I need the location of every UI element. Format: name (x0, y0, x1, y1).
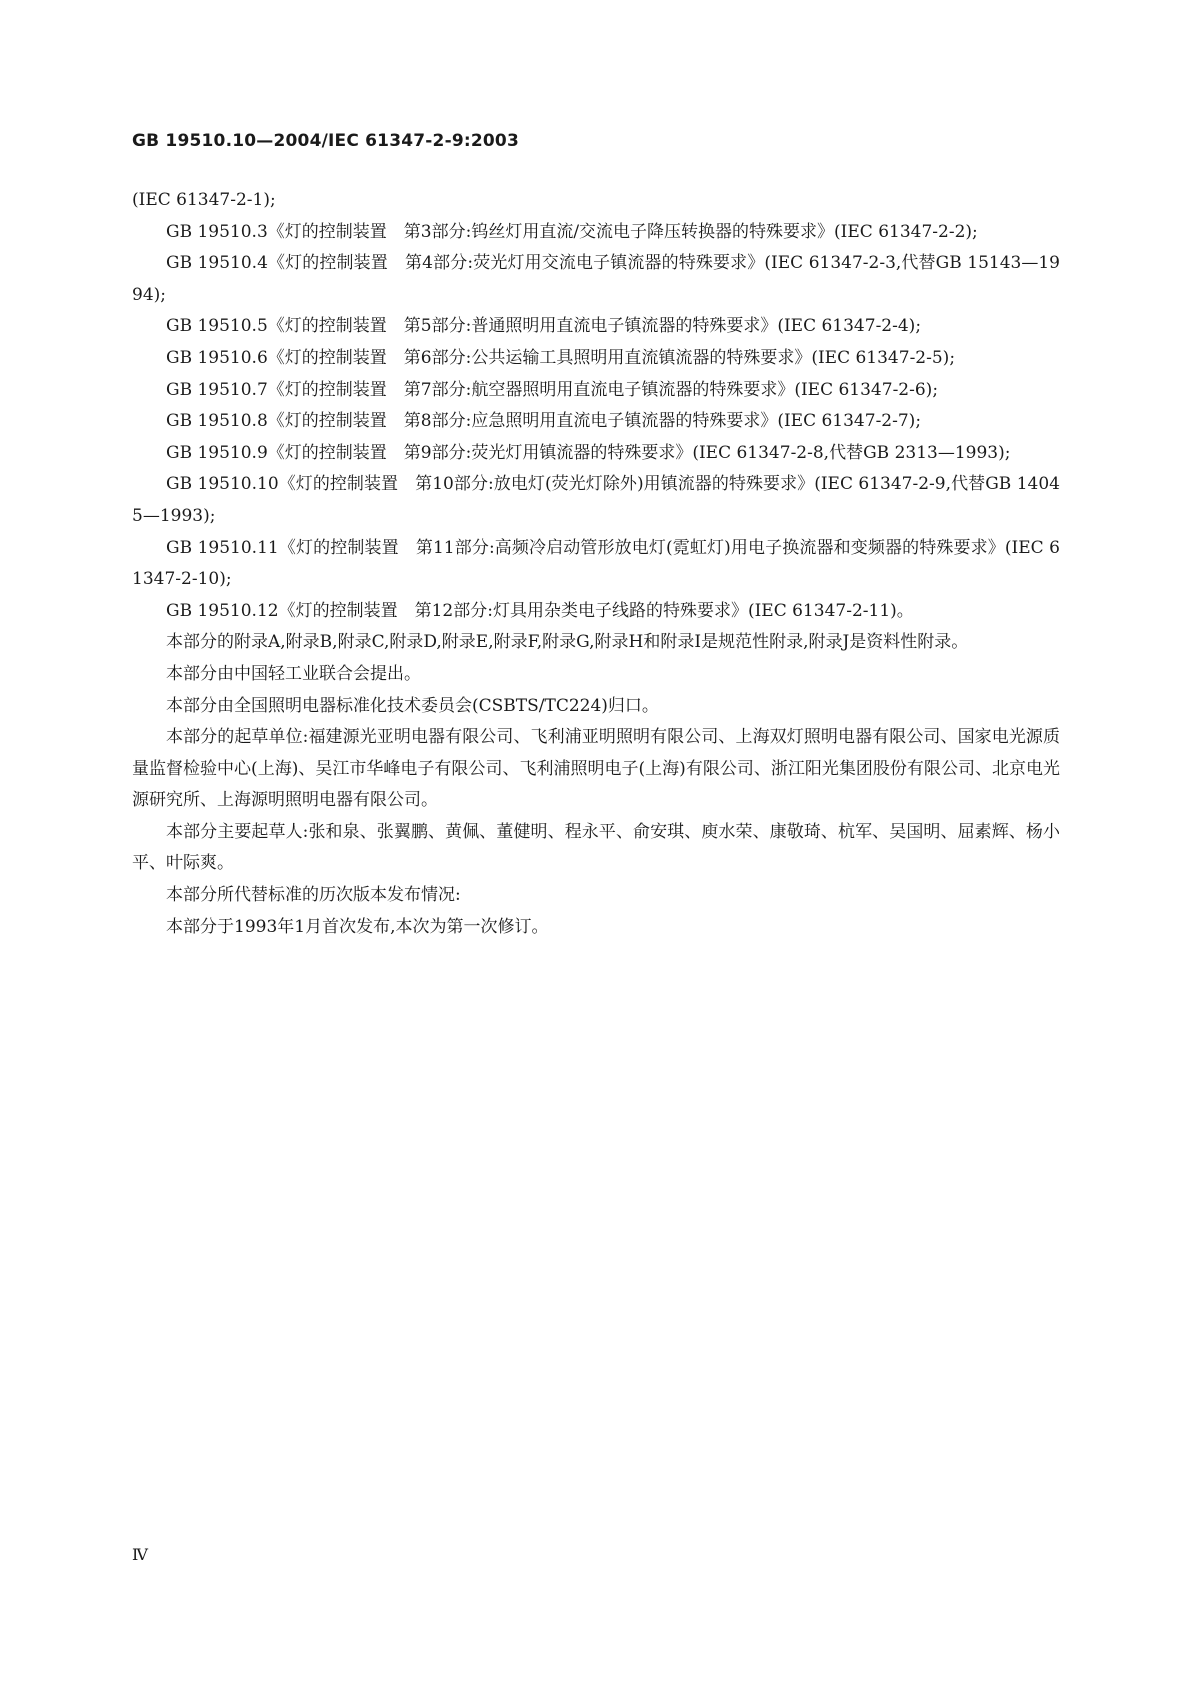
paragraph-gb-19510-7: GB 19510.7《灯的控制装置 第7部分:航空器照明用直流电子镇流器的特殊要求》(IEC 61347-2-6); (166, 379, 939, 400)
paragraph-gb-19510-11: GB 19510.11《灯的控制装置 第11部分:高频冷启动管形放电灯(霓虹灯)用电子换流器和变频器的特殊要求》(IEC 61347-2-10); (132, 537, 1060, 590)
paragraph-version-history: 本部分于1993年1月首次发布,本次为第一次修订。 (166, 916, 549, 937)
paragraph-drafting-units: 本部分的起草单位:福建源光亚明电器有限公司、飞利浦亚明照明有限公司、上海双灯照明电器有限公司、国家电光源质量监督检验中心(上海)、吴江市华峰电子有限公司、飞利浦照明电子(上海)有限公司、浙江阳光集团股份有限公司、北京电光源研究所、上海源明照明电器有限公司。 (132, 727, 1060, 811)
standard-header: GB 19510.10—2004/IEC 61347-2-9:2003 (132, 131, 519, 151)
paragraph-technical-committee: 本部分由全国照明电器标准化技术委员会(CSBTS/TC224)归口。 (166, 695, 659, 716)
paragraph-proposer: 本部分由中国轻工业联合会提出。 (166, 663, 421, 684)
paragraph-annexes: 本部分的附录A,附录B,附录C,附录D,附录E,附录F,附录G,附录H和附录I是规范性附录,附录J是资料性附录。 (166, 632, 969, 653)
paragraph-gb-19510-9: GB 19510.9《灯的控制装置 第9部分:荧光灯用镇流器的特殊要求》(IEC 61347-2-8,代替GB 2313—1993); (166, 442, 1011, 463)
paragraph-gb-19510-4: GB 19510.4《灯的控制装置 第4部分:荧光灯用交流电子镇流器的特殊要求》(IEC 61347-2-3,代替GB 15143—1994); (132, 253, 1060, 305)
page-number: Ⅳ (132, 1545, 148, 1564)
paragraph-iec-ref-cont: (IEC 61347-2-1); (132, 190, 276, 210)
paragraph-gb-19510-5: GB 19510.5《灯的控制装置 第5部分:普通照明用直流电子镇流器的特殊要求》(IEC 61347-2-4); (166, 316, 922, 337)
paragraph-gb-19510-8: GB 19510.8《灯的控制装置 第8部分:应急照明用直流电子镇流器的特殊要求》(IEC 61347-2-7); (166, 411, 922, 432)
paragraph-version-history-heading: 本部分所代替标准的历次版本发布情况: (166, 885, 461, 906)
paragraph-gb-19510-12: GB 19510.12《灯的控制装置 第12部分:灯具用杂类电子线路的特殊要求》(IEC 61347-2-11)。 (166, 600, 914, 621)
paragraph-drafters: 本部分主要起草人:张和泉、张翼鹏、黄佩、董健明、程永平、俞安琪、庾水荣、康敬琦、杭军、吴国明、屈素辉、杨小平、叶际爽。 (132, 821, 1060, 874)
paragraph-gb-19510-6: GB 19510.6《灯的控制装置 第6部分:公共运输工具照明用直流镇流器的特殊要求》(IEC 61347-2-5); (166, 347, 956, 368)
paragraph-gb-19510-3: GB 19510.3《灯的控制装置 第3部分:钨丝灯用直流/交流电子降压转换器的特殊要求》(IEC 61347-2-2); (166, 221, 978, 242)
paragraph-gb-19510-10: GB 19510.10《灯的控制装置 第10部分:放电灯(荧光灯除外)用镇流器的特殊要求》(IEC 61347-2-9,代替GB 14045—1993); (132, 474, 1060, 526)
document-body (132, 185, 1060, 943)
